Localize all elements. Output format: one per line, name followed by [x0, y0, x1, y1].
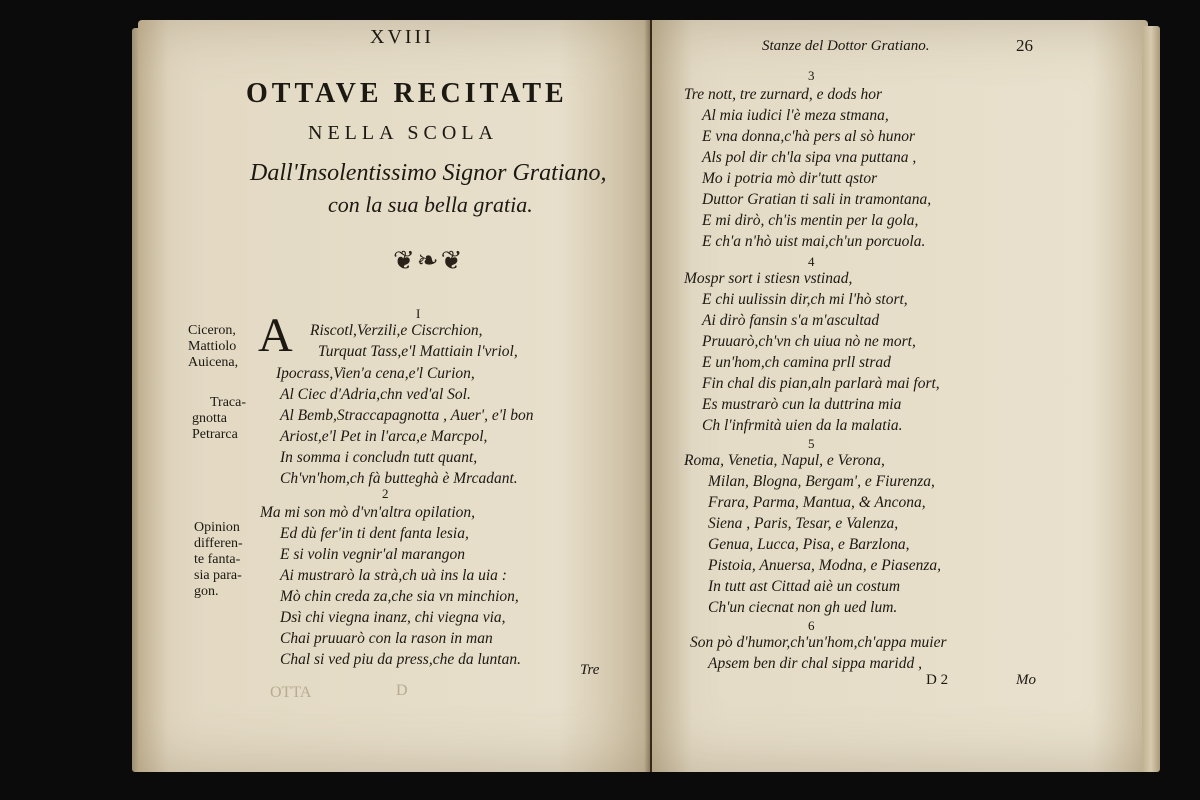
verse-line: Mo i potria mò dir'tutt qstor: [702, 170, 878, 187]
verse-line: Frara, Parma, Mantua, & Ancona,: [708, 494, 926, 511]
verse-line: Ch'un ciecnat non gh ued lum.: [708, 599, 898, 616]
show-through-text: OTTA: [270, 684, 312, 701]
verse-line: E chi uulissin dir,ch mi l'hò stort,: [702, 291, 908, 308]
verse-line: E si volin vegnir'al marangon: [280, 546, 465, 563]
stanza-number: 4: [808, 254, 815, 269]
drop-cap: A: [258, 309, 293, 362]
title-line-1: OTTAVE RECITATE: [246, 78, 568, 109]
verse-line: Chai pruuarò con la rason in man: [280, 630, 493, 647]
title-line-2: NELLA SCOLA: [308, 122, 498, 144]
verse-line: Duttor Gratian ti sali in tramontana,: [702, 191, 932, 208]
running-head: Stanze del Dottor Gratiano.: [762, 38, 930, 54]
margin-note-line: te fanta-: [194, 552, 241, 567]
signature-mark: D 2: [926, 672, 949, 688]
margin-note-line: Traca-: [210, 395, 247, 410]
verse-line: Siena , Paris, Tesar, e Valenza,: [708, 515, 899, 532]
page-number: 26: [1016, 36, 1033, 55]
book-right-edge: [1142, 26, 1160, 772]
margin-note-line: differen-: [194, 536, 243, 551]
margin-note-line: Petrarca: [192, 427, 238, 442]
verse-line: Ipocrass,Vien'a cena,e'l Curion,: [276, 365, 475, 382]
margin-note-line: gnotta: [192, 411, 227, 426]
margin-note-line: Opinion: [194, 520, 240, 535]
verse-line: E un'hom,ch camina prll strad: [702, 354, 891, 371]
margin-note-line: gon.: [194, 584, 219, 599]
printer-ornament: ❦❧❦: [393, 246, 465, 276]
verse-line: Al Ciec d'Adria,chn ved'al Sol.: [280, 386, 471, 403]
verse-line: In somma i concludn tutt quant,: [280, 449, 478, 466]
right-page: [652, 20, 1148, 772]
margin-note-line: Ciceron,: [188, 323, 236, 338]
margin-note-line: sia para-: [194, 568, 242, 583]
verse-line: Turquat Tass,e'l Mattiain l'vriol,: [318, 343, 518, 360]
verse-line: Pruuarò,ch'vn ch uiua nò ne mort,: [702, 333, 916, 350]
verse-line: Als pol dir ch'la sipa vna puttana ,: [702, 149, 917, 166]
verse-line: Al Bemb,Straccapagnotta , Auer', e'l bon: [280, 407, 534, 424]
verse-line: Tre nott, tre zurnard, e dods hor: [684, 86, 883, 103]
verse-line: Fin chal dis pian,aln parlarà mai fort,: [702, 375, 940, 392]
verse-line: Riscotl,Verzili,e Ciscrchion,: [310, 322, 483, 339]
signature-heading: XVIII: [370, 26, 434, 48]
verse-line: Ai mustrarò la strà,ch uà ins la uia :: [280, 567, 507, 584]
margin-note-line: Mattiolo: [188, 339, 237, 354]
stanza-number: 3: [808, 68, 815, 83]
verse-line: Ch'vn'hom,ch fà butteghà è Mrcadant.: [280, 470, 518, 487]
catchword: Mo: [1016, 672, 1036, 688]
stanza-number: I: [416, 306, 421, 321]
verse-line: E vna donna,c'hà pers al sò hunor: [702, 128, 915, 145]
left-page: [138, 20, 650, 772]
stanza-number: 6: [808, 618, 815, 633]
verse-line: Es mustrarò cun la duttrina mia: [702, 396, 902, 413]
verse-line: Al mia iudici l'è meza stmana,: [702, 107, 889, 124]
open-book: [138, 20, 1160, 778]
verse-line: Mò chin creda za,che sia vn minchion,: [280, 588, 519, 605]
verse-line: Ed dù fer'in ti dent fanta lesia,: [280, 525, 469, 542]
verse-line: Ma mi son mò d'vn'altra opilation,: [260, 504, 476, 521]
verse-line: Pistoia, Anuersa, Modna, e Piasenza,: [708, 557, 942, 574]
verse-line: Genua, Lucca, Pisa, e Barzlona,: [708, 536, 910, 553]
show-through-text: D: [396, 682, 408, 699]
verse-line: E ch'a n'hò uist mai,ch'un porcuola.: [702, 233, 926, 250]
verse-line: E mi dirò, ch'is mentin per la gola,: [702, 212, 919, 229]
verse-line: Dsì chi viegna inanz, chi viegna via,: [280, 609, 506, 626]
title-line-3: Dall'Insolentissimo Signor Gratiano,: [250, 160, 607, 186]
verse-line: In tutt ast Cittad aiè un costum: [708, 578, 901, 595]
catchword: Tre: [580, 662, 600, 678]
verse-line: Ariost,e'l Pet in l'arca,e Marcpol,: [280, 428, 488, 445]
verse-line: Ch l'infrmità uien da la malatia.: [702, 417, 903, 434]
verse-line: Apsem ben dir chal sippa maridd ,: [708, 655, 922, 672]
verse-line: Ai dirò fansin s'a m'ascultad: [702, 312, 880, 329]
verse-line: Chal si ved piu da press,che da luntan.: [280, 651, 521, 668]
verse-line: Milan, Blogna, Bergam', e Fiurenza,: [708, 473, 935, 490]
verse-line: Mospr sort i stiesn vstinad,: [684, 270, 853, 287]
verse-line: Roma, Venetia, Napul, e Verona,: [684, 452, 885, 469]
stanza-number: 5: [808, 436, 815, 451]
margin-note-line: Auicena,: [188, 355, 239, 370]
stanza-number: 2: [382, 486, 389, 501]
verse-line: Son pò d'humor,ch'un'hom,ch'appa muier: [690, 634, 947, 651]
title-line-4: con la sua bella gratia.: [328, 192, 533, 217]
